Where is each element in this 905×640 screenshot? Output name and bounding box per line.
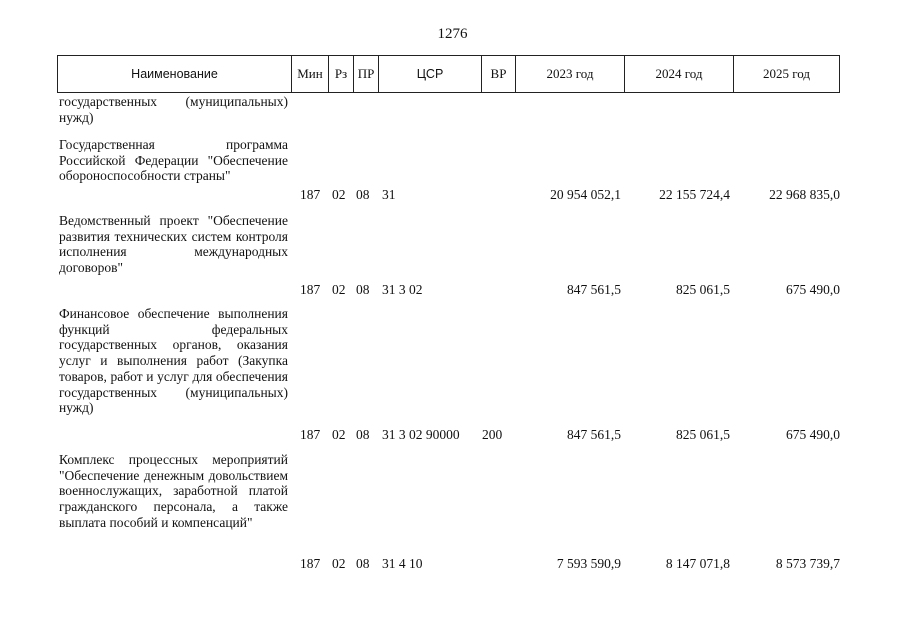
row-min: 187: [300, 282, 321, 297]
row-csr: 31 3 02 90000: [382, 427, 460, 442]
row-2023: 7 593 590,9: [556, 556, 621, 571]
row-2025: 22 968 835,0: [769, 187, 840, 202]
header-csr: ЦСР: [378, 56, 481, 92]
row-2025: 675 490,0: [786, 282, 840, 297]
row-rz: 02: [332, 187, 346, 202]
row-csr: 31: [382, 187, 396, 202]
row-rz: 02: [332, 282, 346, 297]
header-min: Мин: [291, 56, 328, 92]
row-name: государственных (муниципальных) нужд): [59, 94, 288, 125]
row-name: Ведомственный проект "Обеспечение развития технических систем контроля исполнения международных договоров": [59, 213, 288, 276]
row-pr: 08: [356, 556, 370, 571]
header-2025: 2025 год: [733, 56, 839, 92]
row-min: 187: [300, 187, 321, 202]
row-vr: 200: [482, 427, 503, 442]
header-name: Наименование: [131, 67, 218, 81]
row-2024: 8 147 071,8: [665, 556, 730, 571]
page-number: 1276: [437, 26, 468, 42]
row-rz: 02: [332, 427, 346, 442]
table-header: [57, 55, 840, 93]
row-2023: 20 954 052,1: [550, 187, 621, 202]
row-min: 187: [300, 556, 321, 571]
row-csr: 31 3 02: [382, 282, 423, 297]
header-vr: ВР: [481, 56, 515, 92]
row-2025: 8 573 739,7: [775, 556, 840, 571]
row-2023: 847 561,5: [567, 282, 621, 297]
row-name: Государственная программа Российской Федерации "Обеспечение обороноспособности страны": [59, 137, 288, 184]
row-name: Комплекс процессных мероприятий "Обеспечение денежным довольствием военнослужащих, заработной платой гражданского персонала, а также выплата пособий и компенсаций": [59, 452, 288, 530]
row-pr: 08: [356, 282, 370, 297]
row-2024: 825 061,5: [676, 282, 730, 297]
row-2024: 22 155 724,4: [659, 187, 730, 202]
header-rz: Рз: [328, 56, 353, 92]
row-pr: 08: [356, 427, 370, 442]
row-2025: 675 490,0: [786, 427, 840, 442]
row-2024: 825 061,5: [676, 427, 730, 442]
row-name: Финансовое обеспечение выполнения функций федеральных государственных органов, оказания услуг и выполнения работ (Закупка товаров, работ и услуг для обеспечения государственных (муниципальных) нужд): [59, 306, 288, 416]
header-2023: 2023 год: [515, 56, 624, 92]
row-2023: 847 561,5: [567, 427, 621, 442]
header-pr: ПР: [353, 56, 378, 92]
row-csr: 31 4 10: [382, 556, 423, 571]
row-min: 187: [300, 427, 321, 442]
header-2024: 2024 год: [624, 56, 733, 92]
row-pr: 08: [356, 187, 370, 202]
row-rz: 02: [332, 556, 346, 571]
